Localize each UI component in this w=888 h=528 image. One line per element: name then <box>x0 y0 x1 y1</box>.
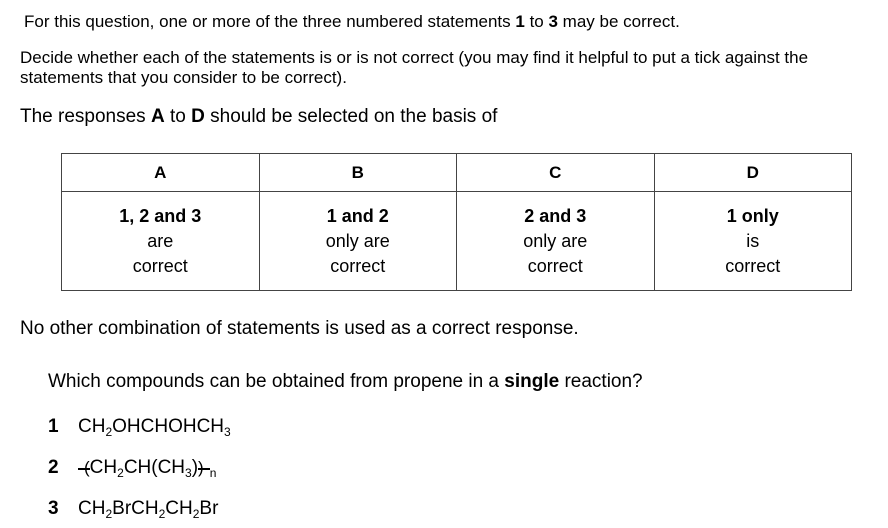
key-cell-line: are <box>147 230 174 251</box>
key-cell-line: correct <box>527 255 583 276</box>
statement-number: 2 <box>48 457 59 478</box>
key-header-a: A <box>62 154 260 192</box>
instruction-text: to <box>164 106 192 127</box>
statement-number: 3 <box>48 498 59 519</box>
statement-2 <box>48 457 216 479</box>
instruction-text: For this question, one or more of the three numbered statements <box>24 12 516 31</box>
key-cell-line: only are <box>325 230 390 251</box>
instruction-line-3 <box>20 106 497 128</box>
instruction-line-2: Decide whether each of the statements is or is not correct (you may find it helpful to put a tick against the statements that you consider to be correct). <box>20 48 809 87</box>
key-body-row <box>62 192 852 291</box>
instruction-line-1 <box>24 12 680 32</box>
question-prefix: Which compounds can be obtained from propene in a <box>48 371 505 392</box>
statement-number: 1 <box>515 12 525 31</box>
chemical-formula: $CH_2OHCHOHCH_3$ <box>78 416 231 439</box>
no-other-combination-note: No other combination of statements is used as a correct response. <box>20 318 579 339</box>
instruction-text: should be selected on the basis of <box>204 106 498 127</box>
key-cell-line: 1 and 2 <box>326 205 389 226</box>
key-cell-line: correct <box>330 255 386 276</box>
response-letter: D <box>191 106 205 127</box>
statement-1 <box>48 416 231 438</box>
key-cell-line: correct <box>132 255 188 276</box>
chemical-formula: $CH_2CH(CH_3)$ $_n$ <box>78 457 216 478</box>
question-text <box>48 371 643 393</box>
key-cell-line: correct <box>725 255 781 276</box>
question-suffix: reaction? <box>559 371 643 392</box>
key-cell-a <box>62 192 260 291</box>
key-cell-line: 1 only <box>726 205 779 226</box>
question-emphasis: single <box>504 371 560 392</box>
key-cell-d <box>654 192 852 291</box>
statement-number: 1 <box>48 416 59 437</box>
key-cell-line: 1, 2 and 3 <box>119 205 202 226</box>
statement-number: 3 <box>548 12 558 31</box>
response-letter: A <box>150 106 165 127</box>
key-header-d: D <box>654 154 852 192</box>
key-cell-line: is <box>746 230 760 251</box>
statement-3 <box>48 498 218 520</box>
key-header-row <box>62 154 852 192</box>
instruction-text: may be correct. <box>557 12 680 31</box>
key-cell-line: 2 and 3 <box>524 205 587 226</box>
instruction-text: The responses <box>20 106 151 127</box>
key-cell-line: only are <box>523 230 588 251</box>
response-key-table <box>61 153 852 291</box>
key-header-b: B <box>259 154 457 192</box>
key-cell-b <box>259 192 457 291</box>
chemical-formula: $CH_2BrCH_2CH_2Br$ <box>78 498 219 521</box>
instruction-text: to <box>524 12 549 31</box>
key-header-c: C <box>457 154 655 192</box>
key-cell-c <box>457 192 655 291</box>
